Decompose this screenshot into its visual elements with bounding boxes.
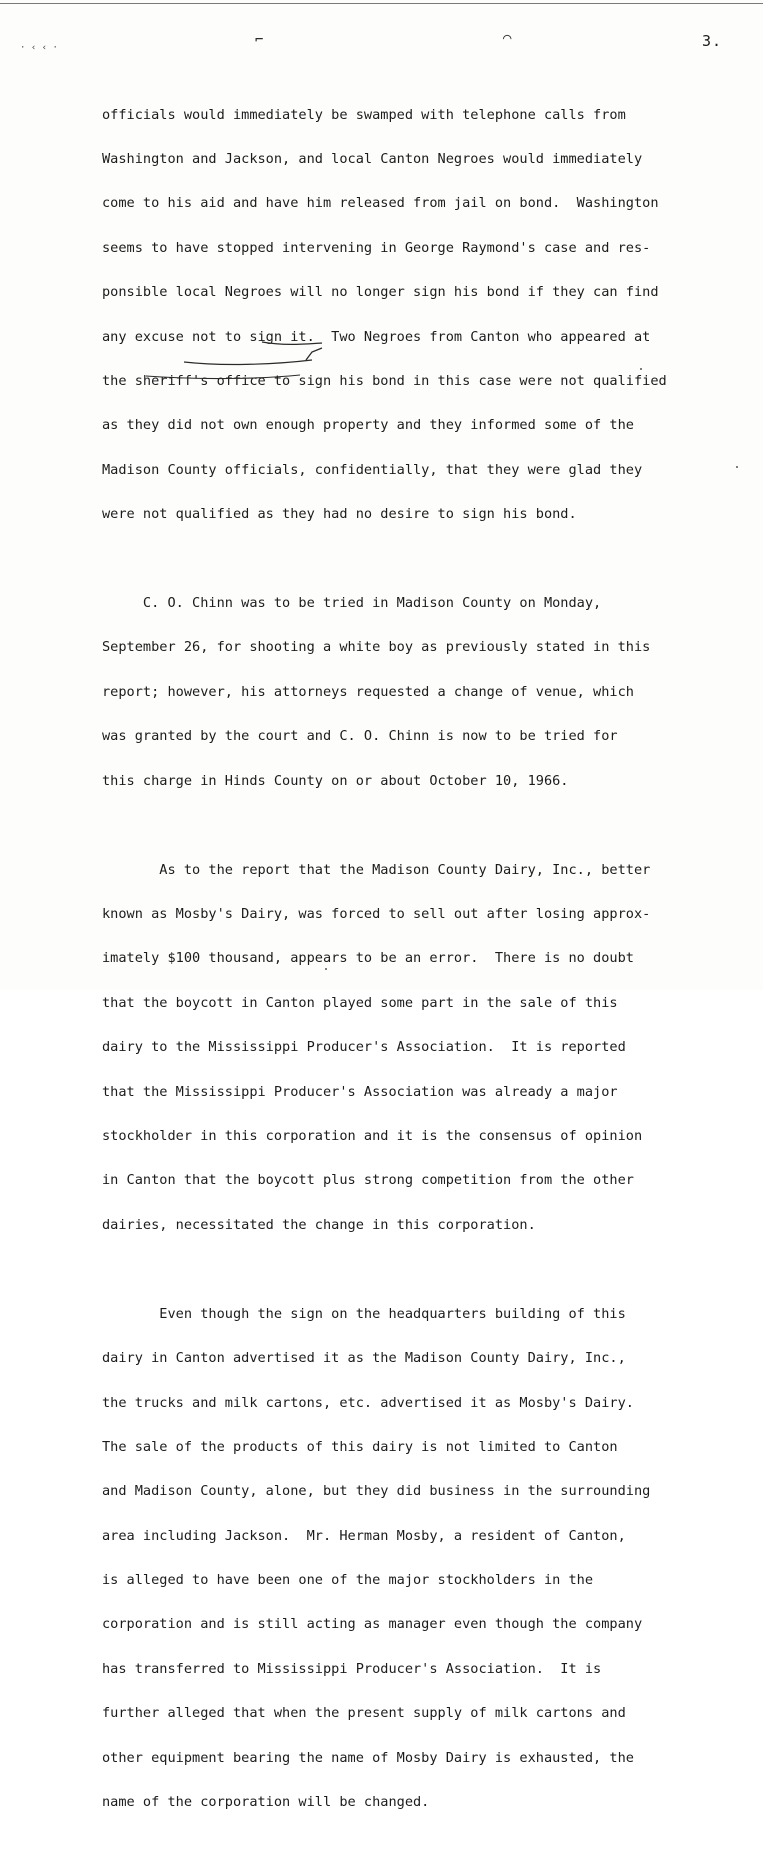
paragraph-1 <box>102 78 722 552</box>
paragraph-3 <box>102 833 722 1262</box>
text-line: has transferred to Mississippi Producer's Association. It is <box>102 1660 602 1677</box>
text-line: Washington and Jackson, and local Canton Negroes would immediately <box>102 150 643 167</box>
text-line: known as Mosby's Dairy, was forced to sell out after losing approx- <box>102 906 651 923</box>
text-line: C. O. Chinn was to be tried in Madison County on Monday, <box>102 595 602 612</box>
text-line: Even though the sign on the headquarters building of this <box>102 1305 626 1322</box>
text-line: that the Mississippi Producer's Association was already a major <box>102 1083 618 1100</box>
text-line: was granted by the court and C. O. Chinn is now to be tried for <box>102 728 618 745</box>
text-line: area including Jackson. Mr. Herman Mosby, a resident of Canton, <box>102 1527 626 1544</box>
text-line: is alleged to have been one of the major stockholders in the <box>102 1572 594 1589</box>
text-line: report; however, his attorneys requested a change of venue, which <box>102 683 634 700</box>
text-line: were not qualified as they had no desire to sign his bond. <box>102 506 577 523</box>
text-line: Madison County officials, confidentially, that they were glad they <box>102 461 643 478</box>
text-line: seems to have stopped intervening in George Raymond's case and res- <box>102 239 651 256</box>
text-line: this charge in Hinds County on or about October 10, 1966. <box>102 772 569 789</box>
text-line: come to his aid and have him released from jail on bond. Washington <box>102 195 659 212</box>
text-line: officials would immediately be swamped with telephone calls from <box>102 106 626 123</box>
text-line: other equipment bearing the name of Mosby Dairy is exhausted, the <box>102 1749 634 1766</box>
header-mark-left: ⌐ <box>255 32 264 48</box>
text-line: that the boycott in Canton played some part in the sale of this <box>102 994 618 1011</box>
text-line: further alleged that when the present supply of milk cartons and <box>102 1705 626 1722</box>
text-line: the sheriff's office to sign his bond in this case were not qualified <box>102 372 667 389</box>
text-line: September 26, for shooting a white boy as previously stated in this <box>102 639 651 656</box>
text-line: dairy in Canton advertised it as the Madison County Dairy, Inc., <box>102 1350 626 1367</box>
text-line: dairies, necessitated the change in this corporation. <box>102 1216 536 1233</box>
text-line: name of the corporation will be changed. <box>102 1794 430 1811</box>
paragraph-2 <box>102 567 722 819</box>
text-line: As to the report that the Madison County Dairy, Inc., better <box>102 861 651 878</box>
text-line: in Canton that the boycott plus strong competition from the other <box>102 1172 634 1189</box>
text-line: and Madison County, alone, but they did business in the surrounding <box>102 1483 651 1500</box>
paragraph-4 <box>102 1277 722 1839</box>
text-line: any excuse not to sign it. Two Negroes from Canton who appeared at <box>102 328 651 345</box>
text-line: the trucks and milk cartons, etc. advertised it as Mosby's Dairy. <box>102 1394 634 1411</box>
text-line: corporation and is still acting as manager even though the company <box>102 1616 643 1633</box>
text-line: imately $100 thousand, appears to be an error. There is no doubt <box>102 950 634 967</box>
text-line: dairy to the Mississippi Producer's Association. It is reported <box>102 1039 626 1056</box>
page-number: 3. <box>702 32 723 50</box>
text-line: as they did not own enough property and they informed some of the <box>102 417 634 434</box>
text-line: The sale of the products of this dairy is not limited to Canton <box>102 1438 618 1455</box>
body-text <box>102 78 722 1854</box>
header-mark-right: ⌒ <box>503 30 512 46</box>
margin-mark-left: · ‹ ‹ · <box>20 43 58 53</box>
text-line: stockholder in this corporation and it is the consensus of opinion <box>102 1127 643 1144</box>
top-edge-rule <box>0 3 763 4</box>
text-line: ponsible local Negroes will no longer sign his bond if they can find <box>102 284 659 301</box>
